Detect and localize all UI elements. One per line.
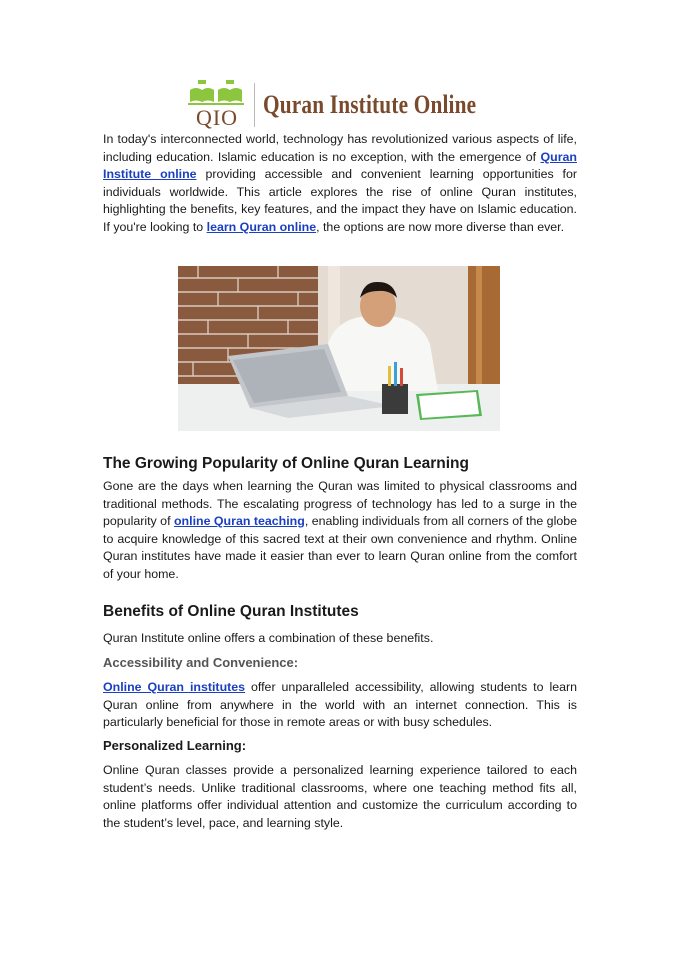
student-laptop-illustration <box>178 266 500 431</box>
popularity-text-2: , enabling individuals from all corners of the globe to acquire knowledge of this sacred text at their own convenience and rhythm. Online Quran institutes have made it easier than ever to learn Quran online from the comfort of your home. <box>103 514 578 581</box>
online-quran-teaching-link[interactable]: online Quran teaching <box>173 514 305 528</box>
logo-mark <box>186 80 248 130</box>
quran-institute-online-link[interactable]: Quran Institute online <box>103 149 577 181</box>
popularity-text-1: Gone are the days when learning the Quran was limited to physical classrooms and traditional methods. The escalating progress of technology has led to a surge in the popularity of <box>103 479 577 528</box>
accessibility-text: offer unparalleled accessibility, allowing students to learn Quran online from anywhere in the world with an internet connection. This is particularly beneficial for those in remote areas or with busy schedules. <box>103 680 577 729</box>
intro-text-2: providing accessible and convenient learning opportunities for individuals worldwide. This article explores the rise of online Quran institutes, highlighting the benefits, key features, and the impact they have on Islamic education. If you're looking to <box>103 167 577 234</box>
personalized-paragraph: Online Quran classes provide a personalized learning experience tailored to each student’s needs. Unlike traditional classrooms, where one teaching method fits all, online platforms offer individual attention and customize the curriculum according to the student’s level, pace, and learning style. <box>103 763 577 830</box>
intro-paragraph <box>103 131 577 236</box>
site-title: Quran Institute Online <box>263 90 477 119</box>
student-laptop-photo <box>178 266 500 431</box>
intro-text-3: , the options are now more diverse than ever. <box>316 219 565 234</box>
logo <box>186 80 523 130</box>
benefits-heading: Benefits of Online Quran Institutes <box>103 603 359 620</box>
online-quran-institutes-link[interactable]: Online Quran institutes <box>103 680 246 694</box>
logo-divider <box>254 83 255 127</box>
logo-letters: QIO <box>195 105 239 130</box>
accessibility-paragraph <box>103 679 577 732</box>
benefits-intro: Quran Institute online offers a combination of these benefits. <box>103 631 434 645</box>
accessibility-heading: Accessibility and Convenience: <box>103 655 299 670</box>
personalized-heading: Personalized Learning: <box>103 738 247 753</box>
popularity-paragraph <box>103 478 577 583</box>
learn-quran-online-link[interactable]: learn Quran online <box>206 219 317 234</box>
intro-text-1: In today's interconnected world, technology has revolutionized various aspects of life, including education. Islamic education is no exception, with the emergence of <box>103 132 577 164</box>
popularity-heading: The Growing Popularity of Online Quran Learning <box>103 455 469 472</box>
